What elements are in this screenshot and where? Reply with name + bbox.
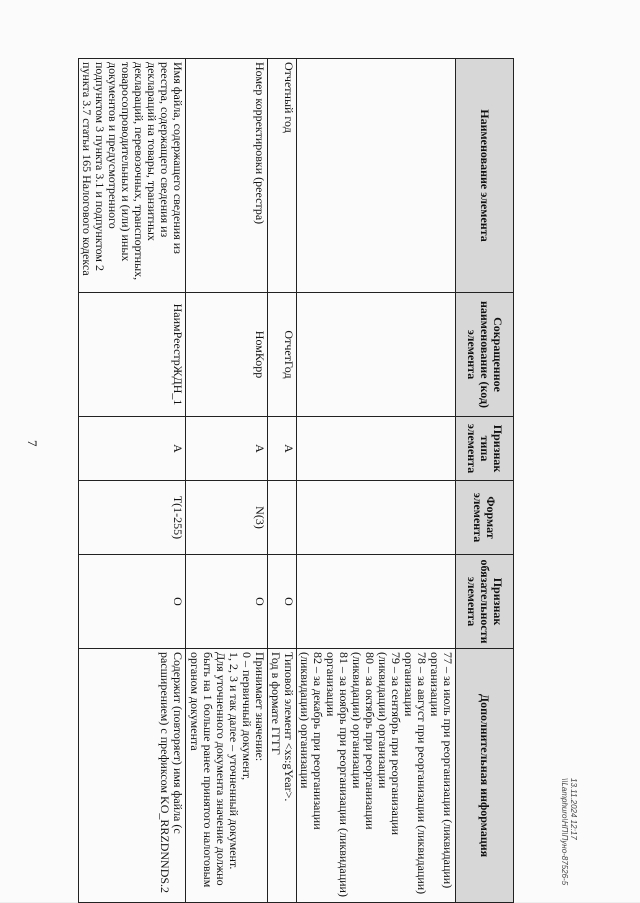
cell-format: N(3) — [186, 481, 268, 555]
header-required: Признак обязательности элемента — [456, 555, 514, 649]
header-format: Формат элемента — [456, 481, 514, 555]
stamp-path: \\Lamphuro\НП\Пуно-87526-5 — [560, 778, 569, 886]
info-line: 82 – за декабрь при реорганизации (ликвидации) организации — [298, 652, 325, 830]
cell-info — [186, 649, 268, 903]
cell-code — [297, 293, 456, 417]
cell-name: Номер корректировки (реестра) — [186, 59, 268, 293]
cell-type: А — [186, 417, 268, 481]
info-line: Содержит (повторяет) имя файла (с расширением) с префиксом KO_RRZDNNDS.2 — [158, 652, 185, 894]
table-header-row — [456, 59, 514, 903]
cell-code: НаимРеестрЖДН_1 — [79, 293, 186, 417]
cell-info — [297, 649, 456, 903]
info-line: 79 – за сентябрь при реорганизации (ликвидации) организации — [376, 652, 403, 836]
cell-format: T(1-255) — [79, 481, 186, 555]
element-table — [78, 58, 514, 903]
info-line: Для уточненного документа значение должно быть на 1 больше ранее принятого налоговым органом документа — [188, 652, 228, 888]
header-info: Дополнительная информация — [456, 649, 514, 903]
info-line: 81 – за ноябрь при реорганизации (ликвидации) организации — [324, 652, 351, 897]
table-row — [186, 59, 268, 903]
cell-name — [297, 59, 456, 293]
cell-type: А — [268, 417, 297, 481]
cell-required — [297, 555, 456, 649]
header-name: Наименование элемента — [456, 59, 514, 293]
cell-info — [268, 649, 297, 903]
info-line: Год в формате ГГГГ — [269, 652, 283, 755]
header-code: Сокращенное наименование (код) элемента — [456, 293, 514, 417]
header-type: Признак типа элемента — [456, 417, 514, 481]
cell-required: О — [268, 555, 297, 649]
cell-required: О — [186, 555, 268, 649]
info-line: 80 – за октябрь при реорганизации (ликвидации) организации — [350, 652, 377, 830]
table-row — [297, 59, 456, 903]
stamp-datetime: 13.11.2024 12:17 — [569, 778, 578, 840]
info-line: 78 – за август при реорганизации (ликвидации) организации — [402, 652, 429, 895]
table-row — [268, 59, 297, 903]
cell-type — [297, 417, 456, 481]
cell-name: Отчетный год — [268, 59, 297, 293]
cell-type: А — [79, 417, 186, 481]
info-line: 0 – первичный документ, — [240, 652, 254, 781]
element-table-rotated — [80, 58, 514, 902]
info-line: Типовой элемент <xs:gYear>. — [282, 652, 296, 802]
info-line: 77 – за июль при реорганизации (ликвидации) организации — [428, 652, 455, 889]
cell-format — [297, 481, 456, 555]
cell-name: Имя файла, содержащего сведения из реестра, содержащего сведения из деклараций на товары, транзитных деклараций, перевозочных, транспортных, товаросопроводительных и (или) иных документов и предусмотренного подпунктом 3 пункта 3.1 и подпунктом 2 пункта 3.7 статьи 165 Налогового кодекса — [79, 59, 186, 293]
cell-code: НомКорр — [186, 293, 268, 417]
table-row — [79, 59, 186, 903]
cell-code: ОтчетГод — [268, 293, 297, 417]
info-line: Принимает значение: — [253, 652, 267, 762]
cell-info — [79, 649, 186, 903]
cell-required: О — [79, 555, 186, 649]
info-line: 1, 2, 3 и так далее – уточненный документ. — [227, 652, 241, 870]
page-number: 7 — [25, 440, 40, 447]
cell-format — [268, 481, 297, 555]
print-stamp — [560, 778, 578, 885]
